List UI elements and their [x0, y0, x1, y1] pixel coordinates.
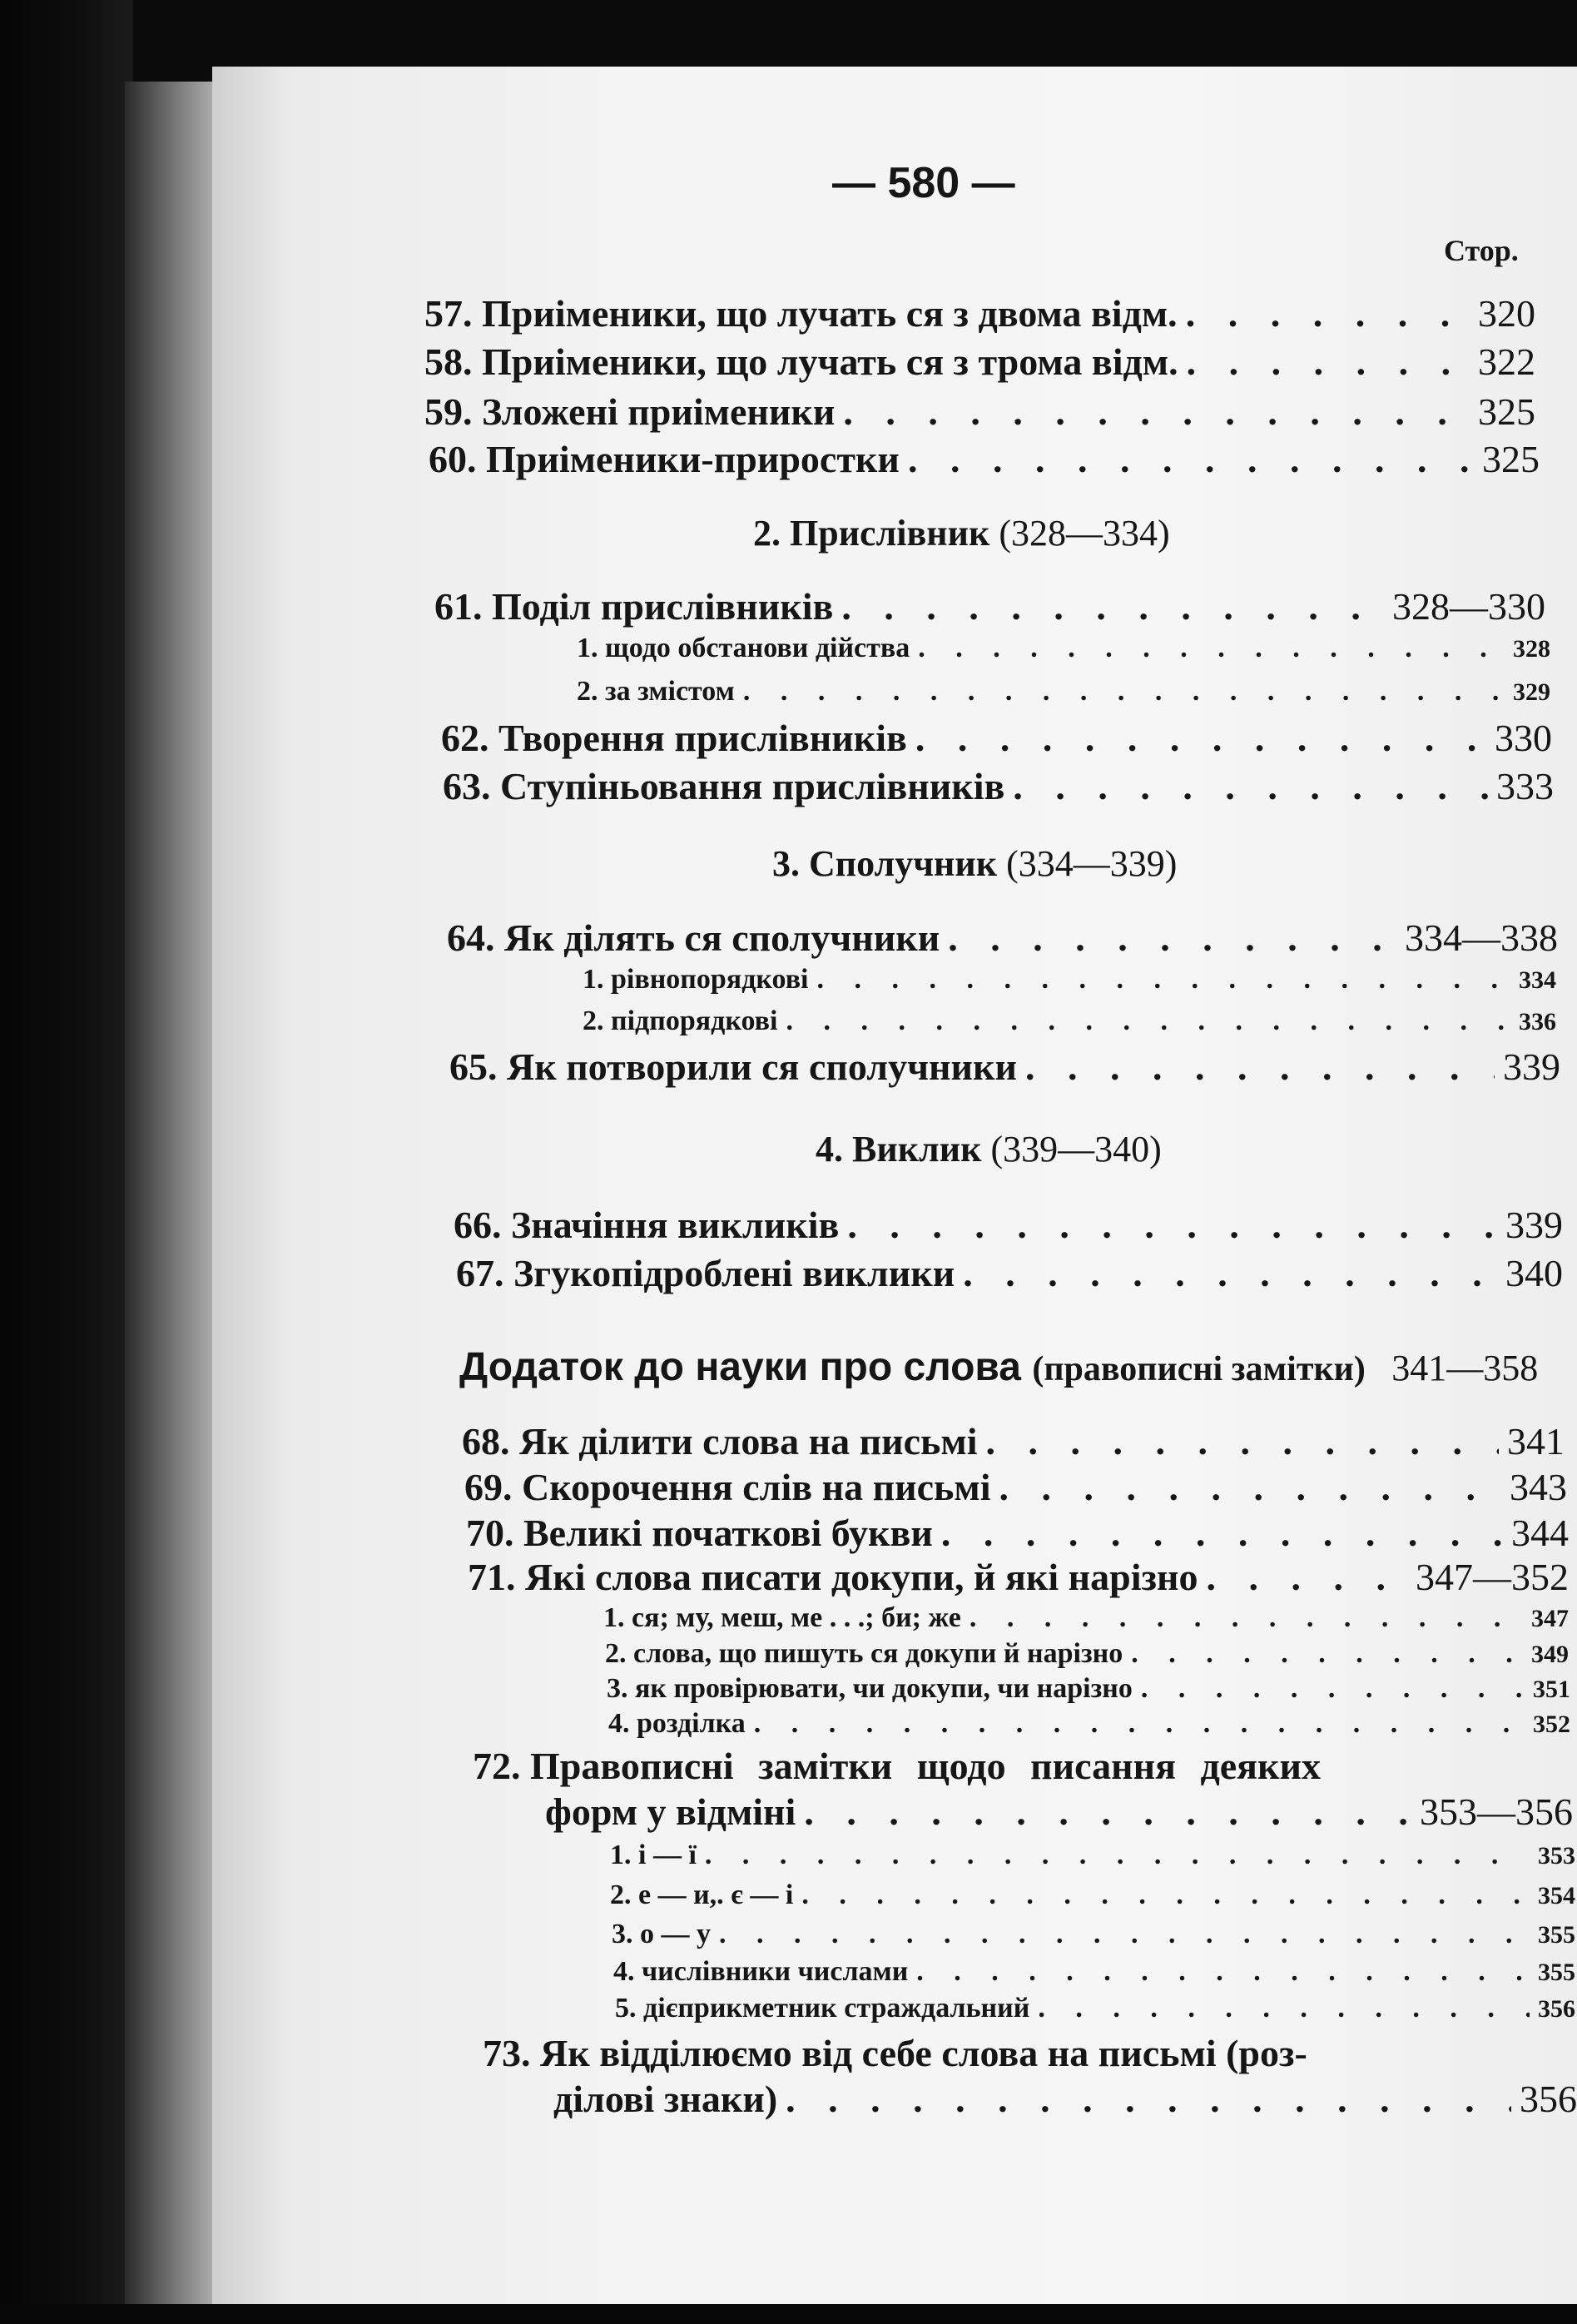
leader-dots — [841, 584, 1384, 628]
section-heading-range: (339—340) — [990, 1129, 1162, 1169]
entry-number: 59. — [424, 390, 473, 433]
entry-page: 356 — [1538, 1995, 1575, 2023]
toc-entry — [473, 1744, 1396, 1788]
leader-dots — [743, 676, 1505, 708]
entry-title: Приіменики-приростки — [486, 438, 900, 480]
page-column-header: Стор. — [1444, 234, 1519, 267]
entry-title: як провірювати, чи докупи, чи нарізно — [635, 1673, 1133, 1704]
entry-page: 355 — [1538, 1921, 1575, 1949]
toc-subentry — [610, 1880, 1575, 1911]
entry-title: Великі початкові букви — [523, 1512, 933, 1554]
scan-border — [0, 0, 133, 2324]
leader-dots — [941, 1511, 1503, 1555]
leader-dots — [847, 1203, 1497, 1247]
entry-number: 58. — [424, 340, 473, 383]
entry-page: 344 — [1511, 1512, 1569, 1554]
leader-dots — [1187, 340, 1470, 384]
entry-number: 4. — [613, 1956, 635, 1987]
entry-title: Згукопідроблені виклики — [513, 1252, 955, 1294]
entry-title: дієприкметник страждальний — [643, 1993, 1030, 2024]
entry-page: 330 — [1495, 717, 1552, 759]
entry-title: рівнопорядкові — [611, 964, 809, 995]
leader-dots — [963, 1251, 1497, 1295]
entry-number: 57. — [424, 292, 473, 335]
leader-dots — [843, 390, 1470, 434]
entry-number: 62. — [441, 717, 489, 759]
leader-dots — [804, 1790, 1411, 1834]
entry-page: 355 — [1538, 1959, 1575, 1986]
section-heading-range: (328—334) — [999, 513, 1170, 554]
entry-title: о — у — [640, 1919, 711, 1949]
section-heading-title: 4. Виклик — [816, 1129, 982, 1169]
entry-page: 328 — [1513, 635, 1550, 663]
leader-dots — [705, 1840, 1530, 1871]
toc-entry — [424, 340, 1535, 384]
entry-number: 5. — [615, 1993, 637, 2024]
toc-entry — [434, 584, 1545, 628]
entry-number: 60. — [429, 438, 477, 480]
leader-dots — [719, 1919, 1530, 1950]
entry-title: Поділ прислівників — [492, 585, 834, 628]
toc-subentry — [583, 1006, 1556, 1037]
entry-number: 2. — [605, 1638, 627, 1669]
leader-dots — [999, 1465, 1501, 1509]
entry-title: Як ділити слова на письмі — [519, 1420, 978, 1462]
entry-title: Правописні замітки щодо писання деяких — [530, 1745, 1322, 1787]
appendix-heading — [459, 1344, 1538, 1390]
toc-subentry — [610, 1840, 1575, 1871]
entry-title: Приіменики, що лучать ся з двома відм. — [482, 292, 1178, 335]
entry-page: 333 — [1496, 765, 1554, 807]
entry-title: за змістом — [605, 676, 735, 707]
toc-subentry — [613, 1956, 1575, 1988]
entry-number: 4. — [608, 1708, 630, 1739]
entry-page: 334 — [1519, 966, 1556, 994]
entry-page: 351 — [1533, 1676, 1570, 1703]
entry-title: і — ї — [638, 1840, 697, 1870]
entry-title: ся; му, меш, ме . . .; би; же — [632, 1602, 961, 1633]
scan-bottom-border — [0, 2304, 1577, 2324]
toc-subentry — [605, 1638, 1569, 1670]
entry-number: 66. — [454, 1204, 502, 1246]
entry-title: Творення прислівників — [498, 717, 907, 759]
entry-number: 73. — [483, 2032, 531, 2074]
entry-title: слова, що пишуть ся докупи й нарізно — [633, 1638, 1123, 1669]
entry-title: щодо обстанови дійства — [605, 633, 910, 663]
section-heading-title: 2. Прислівник — [753, 513, 990, 554]
page-gutter-shadow — [125, 82, 225, 2312]
entry-title: Значіння викликів — [511, 1204, 840, 1246]
leader-dots — [1025, 1045, 1495, 1089]
entry-number: 72. — [473, 1745, 521, 1787]
leader-dots — [948, 916, 1396, 960]
leader-dots — [916, 1956, 1530, 1988]
entry-number: 1. — [610, 1840, 632, 1870]
entry-title: Як потворили ся сполучники — [507, 1045, 1018, 1088]
toc-subentry — [607, 1673, 1570, 1705]
entry-page: 341 — [1507, 1420, 1565, 1462]
entry-page: 353 — [1538, 1842, 1575, 1870]
entry-page: 349 — [1531, 1641, 1569, 1668]
toc-subentry — [577, 676, 1550, 708]
leader-dots — [801, 1880, 1530, 1911]
leader-dots — [1038, 1993, 1530, 2024]
entry-page: 325 — [1482, 438, 1540, 480]
toc-entry — [456, 1251, 1563, 1295]
entry-page: 340 — [1505, 1252, 1563, 1294]
entry-number: 65. — [449, 1045, 498, 1088]
entry-title: Як відділюємо від себе слова на письмі (роз- — [540, 2032, 1307, 2074]
entry-number: 63. — [443, 765, 491, 807]
leader-dots — [908, 437, 1474, 481]
entry-title: Приіменики, що лучать ся з трома відм. — [482, 340, 1178, 383]
entry-number: 2. — [583, 1006, 604, 1036]
entry-title: форм у відміні — [545, 1790, 796, 1833]
entry-title: Зложені приіменики — [482, 390, 836, 433]
entry-number: 71. — [468, 1556, 516, 1598]
entry-number: 2. — [610, 1880, 632, 1910]
entry-title: ділові знаки) — [553, 2078, 778, 2120]
entry-title: Як ділять ся сполучники — [504, 916, 940, 959]
entry-page: 325 — [1478, 390, 1535, 433]
leader-dots — [970, 1602, 1523, 1634]
section-heading — [753, 512, 1170, 554]
leader-dots — [1131, 1638, 1523, 1670]
entry-number: 70. — [466, 1512, 514, 1554]
entry-title: Ступіньовання прислівників — [500, 765, 1005, 807]
entry-page: 352 — [1533, 1711, 1570, 1738]
toc-entry — [468, 1555, 1569, 1599]
entry-number: 2. — [577, 676, 598, 707]
leader-dots — [915, 716, 1486, 760]
entry-page: 339 — [1505, 1204, 1563, 1246]
entry-number: 64. — [447, 916, 495, 959]
toc-entry — [464, 1465, 1567, 1509]
entry-page: 343 — [1510, 1466, 1567, 1508]
toc-subentry — [608, 1708, 1570, 1740]
entry-page: 347—352 — [1416, 1556, 1569, 1598]
appendix-heading-range: 341—358 — [1391, 1348, 1539, 1388]
entry-number: 67. — [456, 1252, 504, 1294]
leader-dots — [1013, 764, 1488, 808]
entry-page: 336 — [1519, 1008, 1556, 1035]
leader-dots — [786, 2077, 1511, 2121]
entry-page: 356 — [1520, 2078, 1577, 2120]
entry-number: 1. — [577, 633, 598, 663]
toc-entry-continuation — [545, 1790, 1573, 1834]
entry-page: 334—338 — [1405, 916, 1558, 959]
entry-page: 328—330 — [1392, 585, 1545, 628]
entry-title: Скорочення слів на письмі — [522, 1466, 991, 1508]
page-number: — 580 — — [832, 159, 1015, 207]
appendix-heading-title: Додаток до науки про слова — [459, 1345, 1021, 1389]
toc-entry — [424, 390, 1535, 434]
leader-dots — [1186, 291, 1470, 335]
entry-title: Які слова писати докупи, й які нарізно — [525, 1556, 1198, 1598]
entry-number: 3. — [612, 1919, 633, 1949]
entry-number: 61. — [434, 585, 483, 628]
entry-page: 339 — [1503, 1045, 1560, 1088]
toc-subentry — [577, 633, 1550, 664]
entry-number: 3. — [607, 1673, 628, 1704]
toc-entry — [443, 764, 1554, 808]
toc-entry — [429, 437, 1540, 481]
toc-entry — [424, 291, 1535, 335]
toc-entry — [462, 1419, 1565, 1463]
toc-subentry — [615, 1993, 1575, 2024]
leader-dots — [786, 1006, 1510, 1037]
toc-entry — [454, 1203, 1563, 1247]
leader-dots — [918, 633, 1505, 664]
section-heading — [816, 1128, 1162, 1170]
toc-entry-continuation — [553, 2077, 1577, 2121]
section-heading — [772, 842, 1177, 885]
leader-dots — [985, 1419, 1499, 1463]
entry-title: підпорядкові — [611, 1006, 778, 1036]
entry-number: 1. — [603, 1602, 625, 1633]
entry-number: 69. — [464, 1466, 513, 1508]
toc-entry — [441, 716, 1552, 760]
appendix-heading-note: (правописні замітки) — [1032, 1350, 1366, 1388]
entry-page: 353—356 — [1420, 1790, 1573, 1833]
entry-page: 320 — [1478, 292, 1535, 335]
entry-page: 329 — [1513, 678, 1550, 706]
entry-page: 322 — [1478, 340, 1535, 383]
section-heading-range: (334—339) — [1006, 843, 1178, 884]
section-heading-title: 3. Сполучник — [772, 843, 998, 884]
entry-page: 347 — [1531, 1605, 1569, 1632]
toc-entry — [449, 1045, 1560, 1089]
leader-dots — [754, 1708, 1525, 1740]
entry-title: числівники числами — [642, 1956, 909, 1987]
leader-dots — [1206, 1555, 1407, 1599]
toc-subentry — [583, 964, 1556, 996]
toc-entry — [466, 1511, 1569, 1555]
toc-entry — [447, 916, 1558, 960]
leader-dots — [817, 964, 1510, 996]
entry-page: 354 — [1538, 1882, 1575, 1909]
entry-title: е — и,. є — і — [638, 1880, 794, 1910]
toc-subentry — [612, 1919, 1575, 1950]
toc-subentry — [603, 1602, 1569, 1634]
toc-entry — [483, 2031, 1398, 2075]
entry-number: 68. — [462, 1420, 510, 1462]
leader-dots — [1141, 1673, 1525, 1705]
entry-number: 1. — [583, 964, 604, 995]
entry-title: розділка — [637, 1708, 746, 1739]
